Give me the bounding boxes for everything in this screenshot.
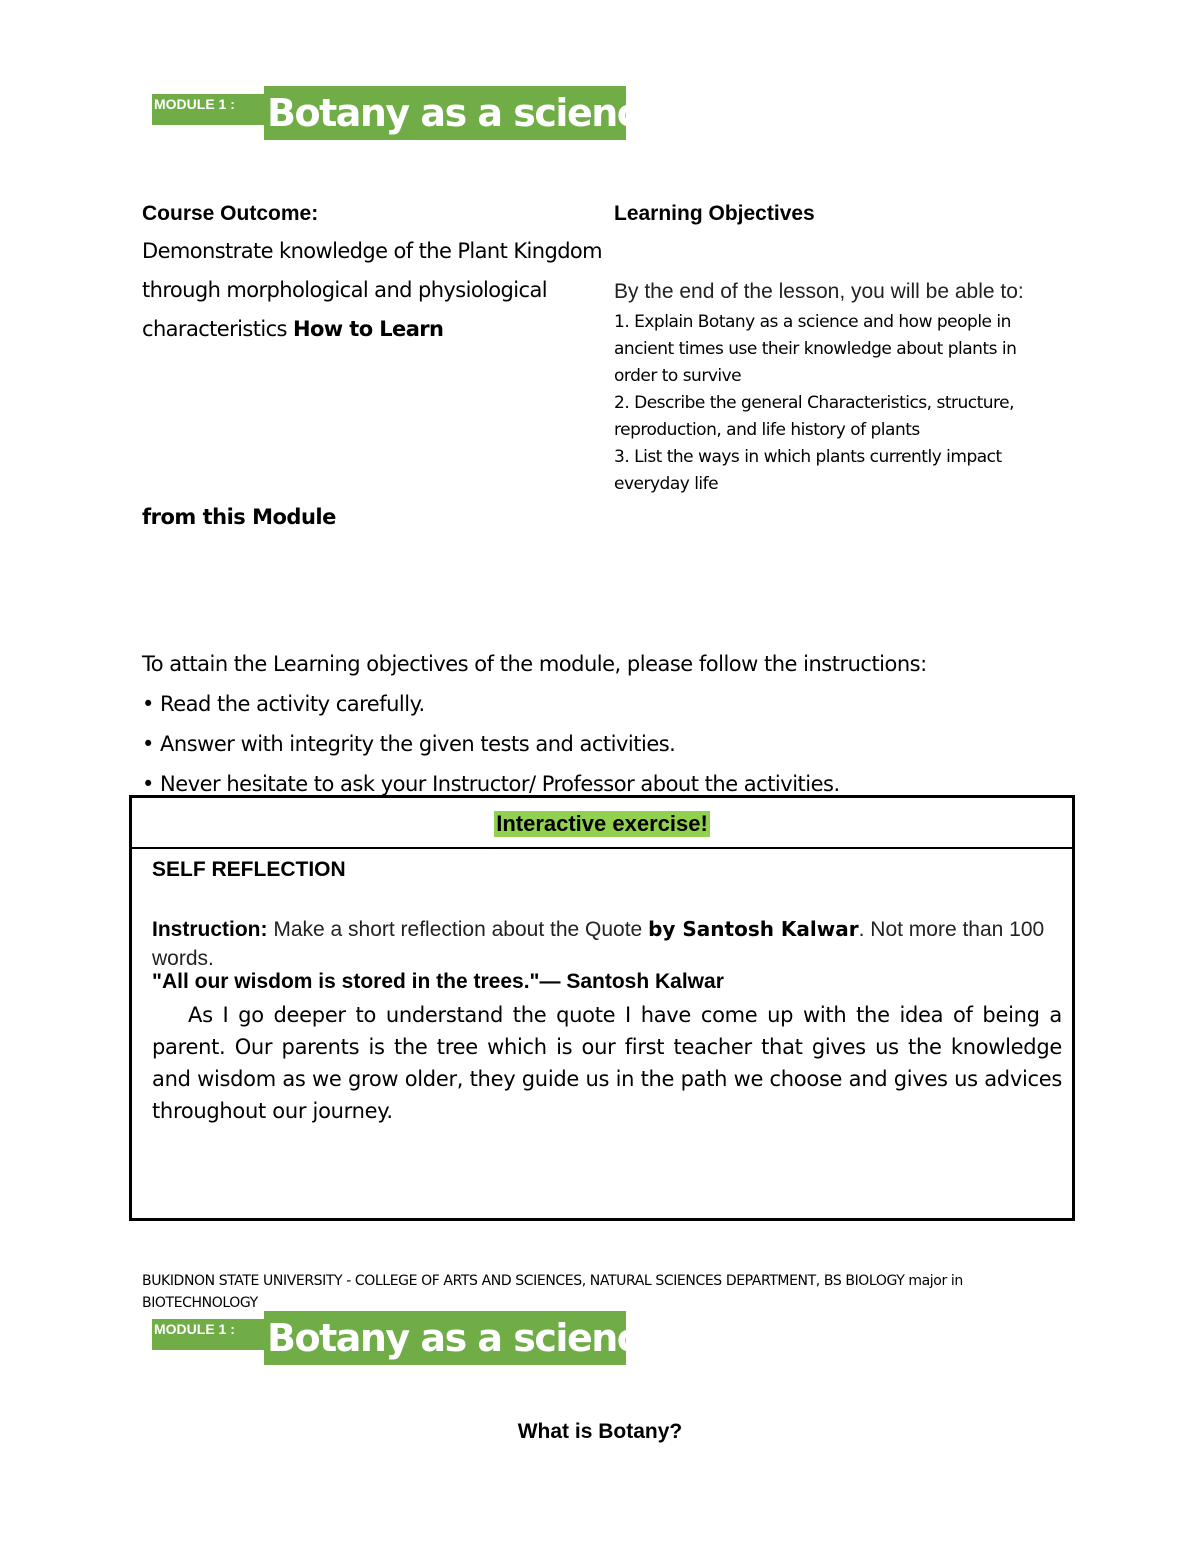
module-banner-2 [152, 1311, 663, 1365]
instruction-bullet: • Read the activity carefully. [142, 692, 425, 716]
how-to-learn-heading: How to Learn [292, 317, 444, 341]
learning-objectives-list [614, 309, 1064, 498]
module-title: Botany as a science [264, 86, 626, 140]
objective-item: 3. List the ways in which plants currently impact everyday life [614, 447, 1002, 494]
learning-objectives-intro: By the end of the lesson, you will be able to: [614, 280, 1024, 303]
learning-objectives-heading: Learning Objectives [614, 202, 815, 225]
exercise-instruction [152, 915, 1052, 973]
course-outcome-text [142, 232, 612, 349]
module-instructions [142, 644, 1102, 804]
course-outcome-body: Demonstrate knowledge of the Plant Kingdom through morphological and physiological characteristics [142, 239, 603, 341]
instruction-text: Make a short reflection about the Quote [267, 918, 649, 941]
page-footer: BUKIDNON STATE UNIVERSITY - COLLEGE OF ARTS AND SCIENCES, NATURAL SCIENCES DEPARTMENT, BS BIOLOGY major in BIOTECHNOLOGY [142, 1273, 963, 1311]
reflection-answer: As I go deeper to understand the quote I have come up with the idea of being a parent. Our parents is the tree which is our first teacher that gives us the knowledge and wisdom as we grow older, they guide us in the path we choose and gives us advices throughout our journey. [152, 1003, 1062, 1123]
module-banner [152, 86, 663, 140]
instruction-bullet: • Answer with integrity the given tests and activities. [142, 732, 676, 756]
module-label: MODULE 1 : [152, 94, 264, 125]
instruction-label: Instruction: [152, 918, 268, 941]
from-module-text: from this Module [142, 505, 336, 529]
objective-item: 2. Describe the general Characteristics, structure, reproduction, and life history of plants [614, 393, 1015, 440]
course-outcome-heading: Course Outcome: [142, 202, 319, 225]
objective-item: 1. Explain Botany as a science and how people in ancient times use their knowledge about plants in order to survive [614, 312, 1017, 386]
reflection-quote: "All our wisdom is stored in the trees."— Santosh Kalwar [152, 970, 724, 993]
module-label: MODULE 1 : [152, 1319, 264, 1350]
module-title: Botany as a science [264, 1311, 626, 1365]
section-heading: What is Botany? [517, 1420, 683, 1443]
instruction-bullet: • Never hesitate to ask your Instructor/ Professor about the activities. [142, 772, 840, 796]
instruction-tail: . Not more than 100 words. [152, 918, 1045, 970]
exercise-header [132, 798, 1072, 849]
instructions-lead: To attain the Learning objectives of the module, please follow the instructions: [142, 652, 927, 676]
exercise-header-label: Interactive exercise! [496, 811, 708, 836]
exercise-box [129, 795, 1075, 1221]
instruction-author: by Santosh Kalwar [648, 917, 859, 941]
self-reflection-title: SELF REFLECTION [152, 858, 346, 881]
